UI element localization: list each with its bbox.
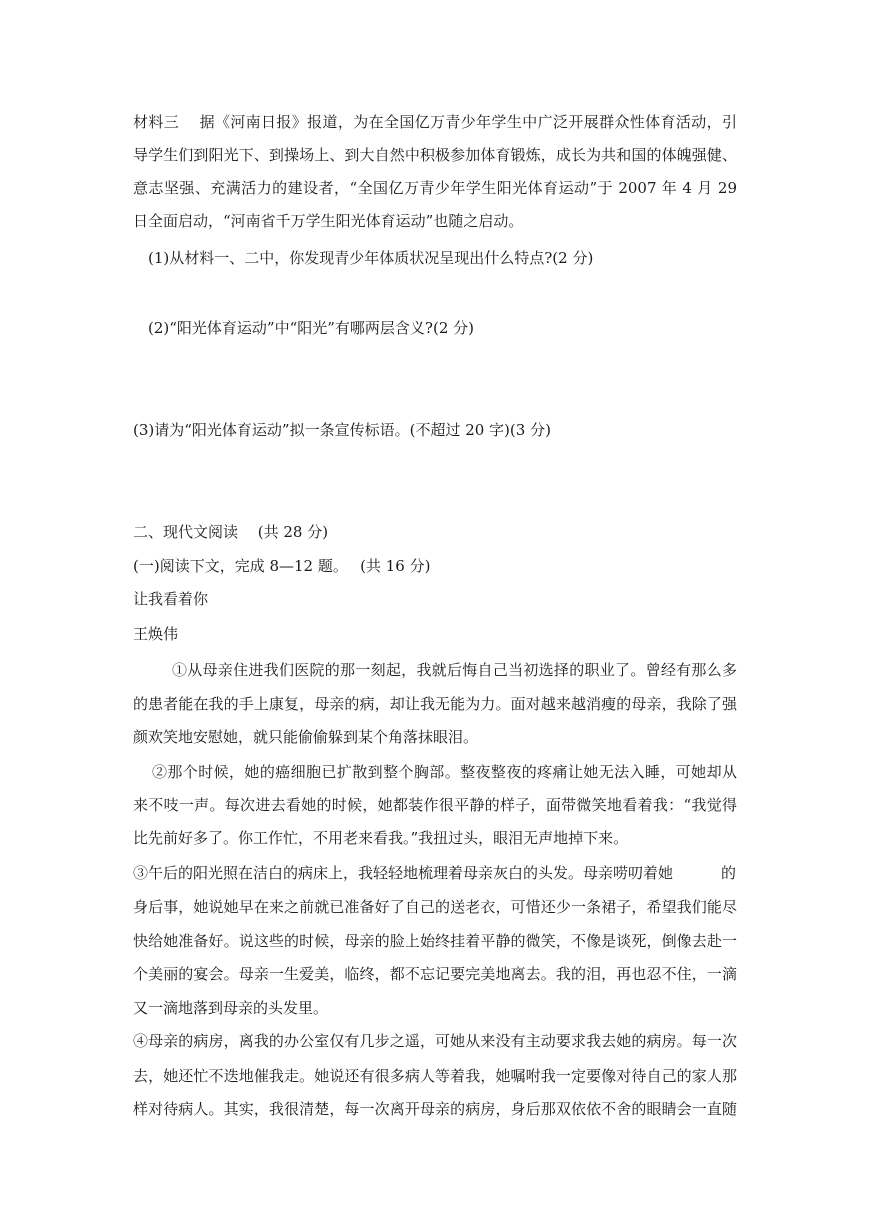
article-title: 让我看着你 bbox=[133, 590, 209, 608]
subsection-heading: (一)阅读下文，完成 8—12 题。 (共 16 分) bbox=[133, 557, 431, 575]
question-3: (3)请为“阳光体育运动”拟一条宣传标语。(不超过 20 字)(3 分) bbox=[133, 421, 551, 439]
material3-line: 导学生们到阳光下、到操场上、到大自然中积极参加体育锻炼，成长为共和国的体魄强健、 bbox=[133, 146, 737, 164]
question-1: (1)从材料一、二中，你发现青少年体质状况呈现出什么特点?(2 分) bbox=[148, 249, 594, 267]
story-line-tail: 的 bbox=[721, 864, 737, 882]
story-line: 去，她还忙不迭地催我走。她说还有很多病人等着我，她嘱咐我一定要像对待自己的家人那 bbox=[133, 1067, 737, 1085]
story-line: 又一滴地落到母亲的头发里。 bbox=[133, 999, 329, 1017]
story-line: 样对待病人。其实，我很清楚，每一次离开母亲的病房，身后那双依依不舍的眼睛会一直随 bbox=[133, 1100, 737, 1118]
material3-line: 材料三 据《河南日报》报道，为在全国亿万青少年学生中广泛开展群众性体育活动，引 bbox=[133, 113, 737, 131]
article-author: 王焕伟 bbox=[133, 625, 179, 643]
material3-line: 意志坚强、充满活力的建设者，“全国亿万青少年学生阳光体育运动”于 2007 年 4 月 29 bbox=[133, 179, 737, 197]
story-line: ②那个时候，她的癌细胞已扩散到整个胸部。整夜整夜的疼痛让她无法入睡，可她却从 bbox=[152, 763, 737, 781]
story-line: ①从母亲住进我们医院的那一刻起，我就后悔自己当初选择的职业了。曾经有那么多 bbox=[172, 661, 737, 679]
story-line: 比先前好多了。你工作忙，不用老来看我。”我扭过头，眼泪无声地掉下来。 bbox=[133, 829, 629, 847]
section-heading: 二、现代文阅读 (共 28 分) bbox=[133, 523, 329, 541]
story-line: 颜欢笑地安慰她，就只能偷偷躲到某个角落抹眼泪。 bbox=[133, 728, 479, 746]
story-line: ③午后的阳光照在洁白的病床上，我轻轻地梳理着母亲灰白的头发。母亲唠叨着她 bbox=[133, 864, 674, 882]
story-line: 快给她准备好。说这些的时候，母亲的脸上始终挂着平静的微笑，不像是谈死，倒像去赴一 bbox=[133, 932, 737, 950]
story-line: 个美丽的宴会。母亲一生爱美，临终，都不忘记要完美地离去。我的泪，再也忍不住，一滴 bbox=[133, 965, 737, 983]
story-line: 来不吱一声。每次进去看她的时候，她都装作很平静的样子，面带微笑地看着我：“我觉得 bbox=[133, 796, 737, 814]
material3-line: 日全面启动，“河南省千万学生阳光体育运动”也随之启动。 bbox=[133, 212, 524, 230]
story-line: 身后事，她说她早在来之前就已准备好了自己的送老衣，可惜还少一条裙子，希望我们能尽 bbox=[133, 898, 737, 916]
question-2: (2)“阳光体育运动”中“阳光”有哪两层含义?(2 分) bbox=[148, 319, 474, 337]
story-line: 的患者能在我的手上康复，母亲的病，却让我无能为力。面对越来越消瘦的母亲，我除了强 bbox=[133, 695, 737, 713]
story-line: ④母亲的病房，离我的办公室仅有几步之遥，可她从来没有主动要求我去她的病房。每一次 bbox=[133, 1032, 737, 1050]
